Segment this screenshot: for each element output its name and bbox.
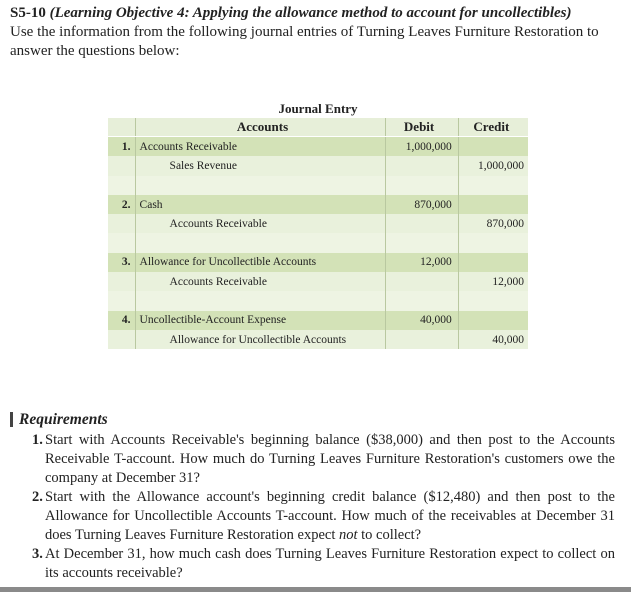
requirement-text-end: to collect? (357, 527, 422, 543)
requirement-emphasis: not (338, 527, 358, 543)
table-row (108, 291, 528, 310)
credit-amount: 1,000,000 (458, 156, 528, 175)
list-item (10, 545, 615, 583)
list-item (10, 488, 615, 545)
list-item (10, 431, 615, 488)
problem-intro: Use the information from the following journal entries of Turning Leaves Furniture Restoration to answer the questions below: (10, 24, 599, 59)
debit-amount: 1,000,000 (386, 137, 458, 157)
credit-amount: 40,000 (458, 330, 528, 349)
credit-account: Allowance for Uncollectible Accounts (135, 330, 386, 349)
table-row (108, 176, 528, 195)
requirement-text: Start with Accounts Receivable's beginning balance ($38,000) and then post to the Accounts Receivable T-account. How much do Turning Leaves Furniture Restoration's customers owe the company at December 31? (45, 432, 615, 486)
debit-amount: 40,000 (386, 311, 458, 330)
credit-amount: 12,000 (458, 272, 528, 291)
credit-amount: 870,000 (458, 214, 528, 233)
table-row (108, 330, 528, 349)
requirements-list (10, 431, 615, 583)
debit-header: Debit (386, 118, 458, 137)
section-marker-icon (10, 412, 13, 427)
credit-header: Credit (458, 118, 528, 137)
problem-title: (Learning Objective 4: Applying the allowance method to account for uncollectibles) (49, 5, 572, 21)
credit-account: Sales Revenue (135, 156, 386, 175)
problem-header (10, 4, 622, 61)
table-row (108, 137, 528, 157)
table-row (108, 233, 528, 252)
table-row (108, 195, 528, 214)
entry-number: 1. (108, 137, 135, 157)
requirement-text: At December 31, how much cash does Turning Leaves Furniture Restoration expect to collect on its accounts receivable? (45, 546, 615, 581)
entry-number: 4. (108, 311, 135, 330)
debit-amount: 12,000 (386, 253, 458, 272)
requirement-number: 2. (32, 489, 43, 505)
table-row (108, 156, 528, 175)
credit-account: Accounts Receivable (135, 272, 386, 291)
debit-amount: 870,000 (386, 195, 458, 214)
journal-entry-table (108, 101, 528, 352)
requirement-number: 3. (32, 546, 43, 562)
problem-number: S5-10 (10, 5, 46, 21)
journal-caption: Journal Entry (278, 101, 358, 116)
table-row (108, 214, 528, 233)
requirement-number: 1. (32, 432, 43, 448)
debit-account: Cash (135, 195, 386, 214)
credit-account: Accounts Receivable (135, 214, 386, 233)
entry-number: 2. (108, 195, 135, 214)
requirements-section (10, 410, 615, 583)
table-row (108, 272, 528, 291)
entry-number: 3. (108, 253, 135, 272)
table-row (108, 311, 528, 330)
bottom-divider (0, 587, 631, 592)
debit-account: Uncollectible-Account Expense (135, 311, 386, 330)
accounts-header: Accounts (135, 118, 386, 137)
requirement-text: Start with the Allowance account's beginning credit balance ($12,480) and then post to the Allowance for Uncollectible Accounts T-account. How much of the receivables at December 31 does Turning Leaves Furniture Restoration expect (45, 489, 615, 543)
requirements-title: Requirements (19, 411, 108, 428)
journal-header-row (108, 118, 528, 137)
table-row (108, 253, 528, 272)
debit-account: Accounts Receivable (135, 137, 386, 157)
debit-account: Allowance for Uncollectible Accounts (135, 253, 386, 272)
